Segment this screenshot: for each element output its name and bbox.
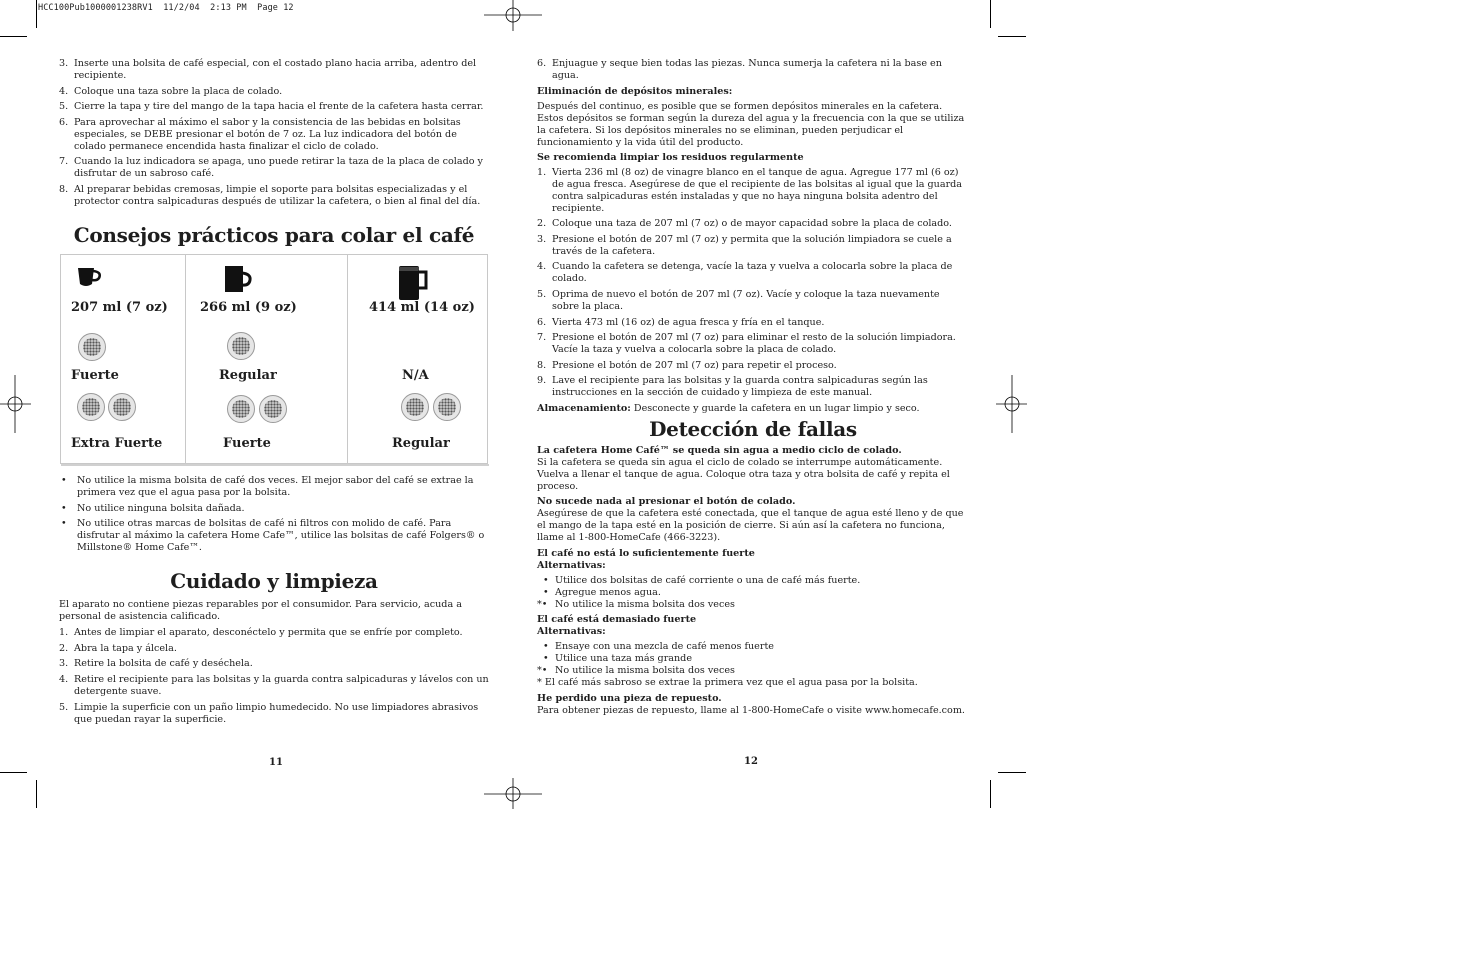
storage-text: Desconecte y guarde la cafetera en un lugar limpio y seco. <box>630 402 920 414</box>
coffee-pod-icon <box>108 393 136 421</box>
list-item: 6. Vierta 473 ml (16 oz) de agua fresca y fría en el tanque. <box>537 316 825 328</box>
care-intro: El aparato no contiene piezas reparables por el consumidor. Para servicio, acuda a personal de asistencia calificado. <box>59 599 462 623</box>
brewing-tips-table <box>60 254 488 464</box>
issue-5-title: He perdido una pieza de repuesto. <box>537 692 722 704</box>
list-item: 3. Retire la bolsita de café y deséchela. <box>59 658 253 670</box>
list-item: 1. Vierta 236 ml (8 oz) de vinagre blanco en el tanque de agua. Agregue 177 ml (6 oz) de agua fresca. Asegúrese de que el recipiente de las bolsitas al igual que la guarda contra salpicaduras estén instaladas y que no haya ninguna bolsita adentro del recipiente. <box>537 166 963 214</box>
cup-size-7oz: 207 ml (7 oz) <box>71 300 168 315</box>
list-item: 3. Presione el botón de 207 ml (7 oz) y permita que la solución limpiadora se cuele a través de la cafetera. <box>537 233 952 257</box>
issue-3-alternatives-list <box>537 575 969 611</box>
coffee-pod-icon <box>401 393 429 421</box>
list-item: 4. Retire el recipiente para las bolsitas y la guarda contra salpicaduras y lávelos con un detergente suave. <box>59 673 489 697</box>
troubleshooting-heading: Detección de fallas <box>649 416 857 441</box>
cup-size-14oz: 414 ml (14 oz) <box>369 300 475 315</box>
decalcify-steps-list <box>537 167 969 400</box>
brewing-steps-list <box>59 58 489 208</box>
care-steps-list <box>59 627 489 725</box>
coffee-pod-icon <box>227 332 255 360</box>
issue-3-alternatives-label: Alternativas: <box>537 559 606 571</box>
list-item: 6. Enjuague y seque bien todas las piezas. Nunca sumerja la cafetera ni la base en agua. <box>537 58 942 81</box>
list-item: • No utilice otras marcas de bolsitas de café ni filtros con molido de café. Para disfrutar al máximo la cafetera Home Cafe™, utilice las bolsitas de café Folgers® o Millstone® Home Cafe™. <box>61 518 485 554</box>
registration-mark-right <box>996 375 1028 435</box>
storage-label: Almacenamiento: <box>537 402 631 414</box>
strength-one-pod-7oz: Fuerte <box>71 368 119 383</box>
list-item: 2. Coloque una taza de 207 ml (7 oz) o de mayor capacidad sobre la placa de colado. <box>537 218 952 230</box>
list-item: 7. Cuando la luz indicadora se apaga, uno puede retirar la taza de la placa de colado y disfrutar de un sabroso café. <box>59 156 483 180</box>
list-item: 3. Inserte una bolsita de café especial, con el costado plano hacia arriba, adentro del recipiente. <box>59 58 477 81</box>
registration-mark-bottom <box>484 778 544 810</box>
care-step-6 <box>537 58 969 82</box>
issue-5-text: Para obtener piezas de repuesto, llame al 1-800-HomeCafe o visite www.homecafe.com. <box>537 704 965 716</box>
coffee-pod-icon <box>78 333 106 361</box>
page-number-left: 11 <box>269 757 283 768</box>
medium-mug-icon <box>223 264 253 294</box>
issue-4-footnote: * El café más sabroso se extrae la primera vez que el agua pasa por la bolsita. <box>537 676 918 688</box>
list-item: 4. Coloque una taza sobre la placa de colado. <box>59 85 283 97</box>
small-cup-icon <box>77 265 105 289</box>
strength-one-pod-14oz: N/A <box>402 368 429 383</box>
issue-2-title: No sucede nada al presionar el botón de colado. <box>537 495 796 507</box>
strength-one-pod-9oz: Regular <box>219 368 277 383</box>
issue-1-title: La cafetera Home Café™ se queda sin agua a medio ciclo de colado. <box>537 444 902 456</box>
list-item: • No utilice la misma bolsita de café dos veces. El mejor sabor del café se extrae la primera vez que el agua pasa por la bolsita. <box>61 475 474 498</box>
list-item: 2. Abra la tapa y álcela. <box>59 642 177 654</box>
list-item: 5. Oprima de nuevo el botón de 207 ml (7 oz). Vacíe y coloque la taza nuevamente sobre la placa. <box>537 288 940 312</box>
tips-heading: Consejos prácticos para colar el café <box>73 222 475 247</box>
right-page-column <box>537 58 969 717</box>
issue-4-alternatives-label: Alternativas: <box>537 625 606 637</box>
left-page-lower <box>59 475 489 729</box>
list-item: 1. Antes de limpiar el aparato, desconéctelo y permita que se enfríe por completo. <box>59 627 463 639</box>
coffee-pod-icon <box>77 393 105 421</box>
list-item: 9. Lave el recipiente para las bolsitas y la guarda contra salpicaduras según las instrucciones en la sección de cuidado y limpieza de este manual. <box>537 375 928 399</box>
list-item: 4. Cuando la cafetera se detenga, vacíe la taza y vuelva a colocarla sobre la placa de colado. <box>537 261 953 285</box>
registration-mark-top <box>484 0 544 32</box>
page-number-right: 12 <box>744 756 758 767</box>
mineral-heading: Eliminación de depósitos minerales: <box>537 85 733 97</box>
list-item: • No utilice ninguna bolsita dañada. <box>61 502 245 514</box>
issue-2-text: Asegúrese de que la cafetera esté conectada, que el tanque de agua esté lleno y de que el mango de la tapa esté en la posición de cierre. Si aún así la cafetera no funciona, llame al 1-800-HomeCafe (466-3223). <box>537 507 964 543</box>
issue-3-title: El café no está lo suficientemente fuerte <box>537 547 755 559</box>
strength-two-pods-7oz: Extra Fuerte <box>71 436 163 451</box>
issue-4-alternatives-list <box>537 641 969 677</box>
coffee-pod-icon <box>433 393 461 421</box>
storage-line <box>537 403 969 415</box>
issue-4-title: El café está demasiado fuerte <box>537 613 697 625</box>
registration-mark-left <box>0 375 32 435</box>
coffee-pod-icon <box>259 395 287 423</box>
list-item: *• No utilice la misma bolsita dos veces <box>537 598 735 610</box>
list-item: 7. Presione el botón de 207 ml (7 oz) para eliminar el resto de la solución limpiadora. Vacíe la taza y vuelva a colocarla sobre la placa de colado. <box>537 332 956 356</box>
list-item: 8. Presione el botón de 207 ml (7 oz) para repetir el proceso. <box>537 359 837 371</box>
mineral-text: Después del continuo, es posible que se formen depósitos minerales en la cafetera. Estos depósitos se forman según la dureza del agua y la frecuencia con la que se utiliza la cafetera. Si los depósitos minerales no se eliminan, pueden perjudicar el funcionamiento y la vida útil del producto. <box>537 100 965 148</box>
cup-size-9oz: 266 ml (9 oz) <box>200 300 297 315</box>
travel-mug-icon <box>397 264 429 302</box>
printer-slug: HCC100Pub1000001238RV1 11/2/04 2:13 PM Page 12 <box>38 3 294 13</box>
list-item: 5. Cierre la tapa y tire del mango de la tapa hacia el frente de la cafetera hasta cerrar. <box>59 101 484 113</box>
list-item: 8. Al preparar bebidas cremosas, limpie el soporte para bolsitas especializadas y el protector contra salpicaduras después de utilizar la cafetera, o bien al final del día. <box>59 183 481 207</box>
issue-1-text: Si la cafetera se queda sin agua el ciclo de colado se interrumpe automáticamente. Vuelva a llenar el tanque de agua. Coloque otra taza y otra bolsita de café y repita el proceso. <box>537 456 950 492</box>
list-item: • Utilice una taza más grande <box>543 652 693 664</box>
list-item: • Agregue menos agua. <box>543 586 661 598</box>
list-item: • Utilice dos bolsitas de café corriente o una de café más fuerte. <box>543 574 861 586</box>
list-item: 5. Limpie la superficie con un paño limpio humedecido. No use limpiadores abrasivos que puedan rayar la superficie. <box>59 701 479 725</box>
list-item: 6. Para aprovechar al máximo el sabor y la consistencia de las bebidas en bolsitas especiales, se DEBE presionar el botón de 7 oz. La luz indicadora del botón de colado permanece encendida hasta finalizar el ciclo de colado. <box>59 116 461 152</box>
coffee-pod-icon <box>227 395 255 423</box>
clean-heading: Se recomienda limpiar los residuos regularmente <box>537 151 804 163</box>
left-page-column <box>59 58 489 247</box>
pod-tips-list <box>59 475 489 554</box>
list-item: • Ensaye con una mezcla de café menos fuerte <box>543 640 774 652</box>
care-heading: Cuidado y limpieza <box>170 569 378 594</box>
strength-two-pods-9oz: Fuerte <box>223 436 271 451</box>
list-item: *• No utilice la misma bolsita dos veces <box>537 664 735 676</box>
strength-two-pods-14oz: Regular <box>392 436 450 451</box>
